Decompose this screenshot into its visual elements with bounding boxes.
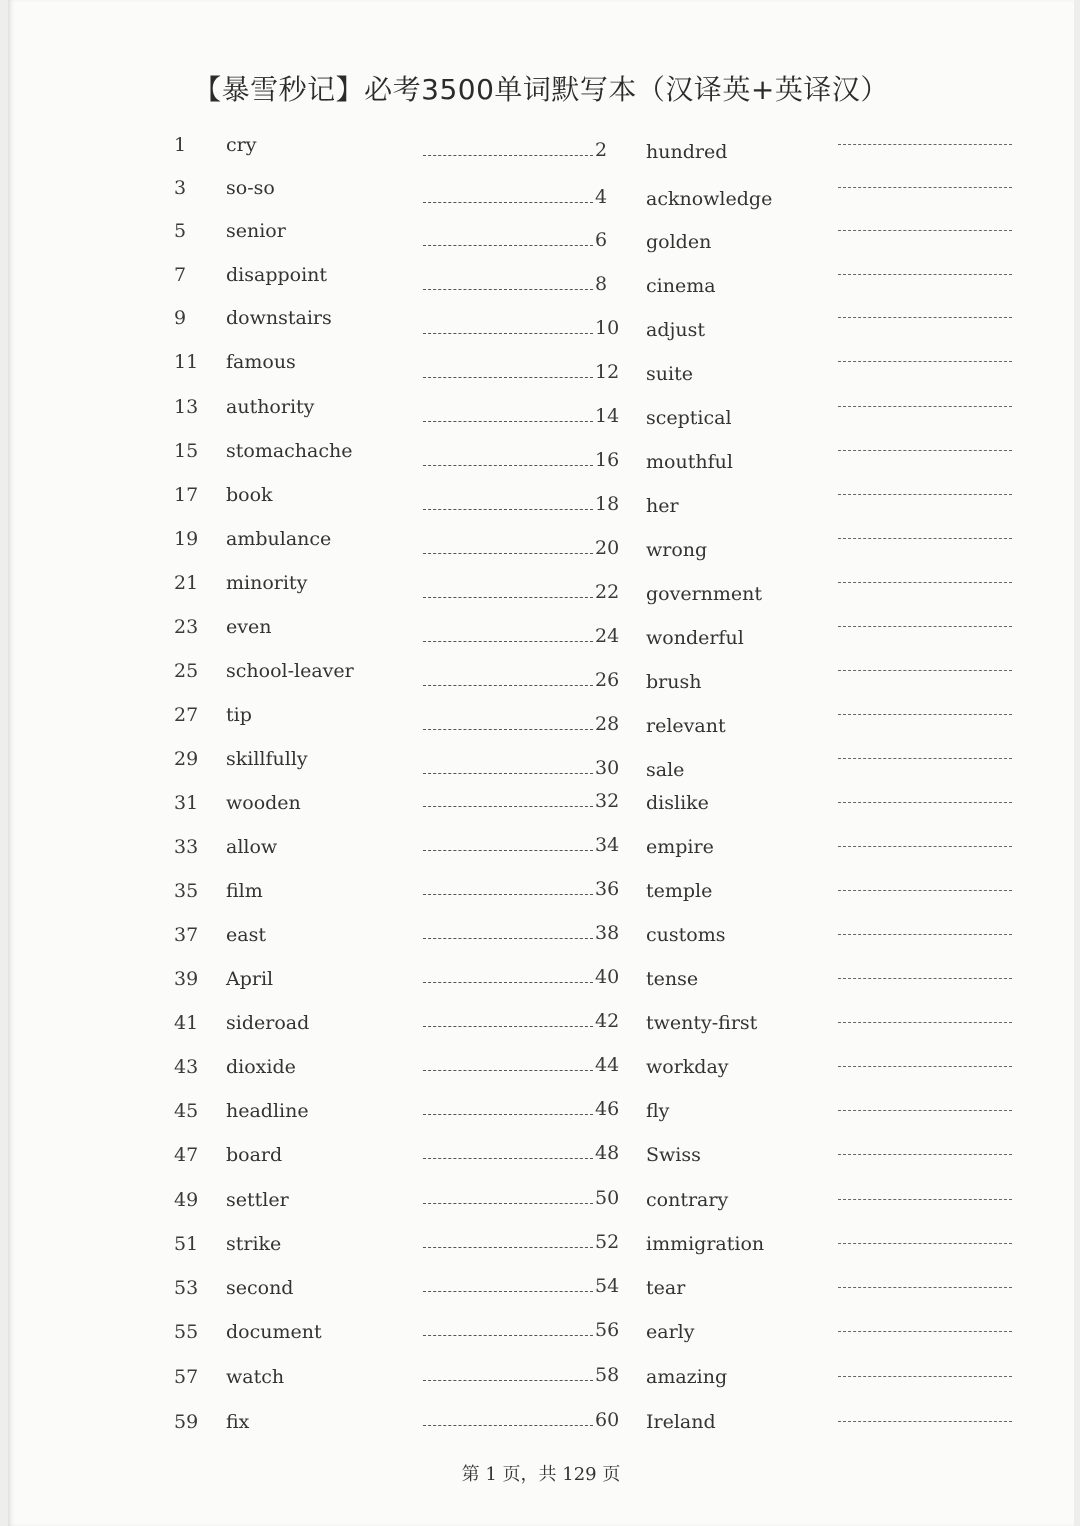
item-word: cry: [226, 134, 257, 156]
item-word: sceptical: [646, 407, 732, 429]
answer-blank[interactable]: [838, 626, 1012, 627]
answer-blank[interactable]: [838, 1421, 1012, 1422]
answer-blank[interactable]: [838, 1154, 1012, 1155]
item-word: workday: [646, 1056, 729, 1078]
item-word: hundred: [646, 141, 728, 163]
answer-blank[interactable]: [838, 361, 1012, 362]
item-number: 22: [595, 581, 620, 603]
item-number: 21: [174, 572, 199, 594]
answer-blank[interactable]: [423, 289, 593, 290]
item-number: 53: [174, 1277, 199, 1299]
item-number: 55: [174, 1321, 199, 1343]
answer-blank[interactable]: [838, 1199, 1012, 1200]
item-number: 35: [174, 880, 199, 902]
item-number: 41: [174, 1012, 199, 1034]
item-word: dioxide: [226, 1056, 296, 1078]
item-number: 42: [595, 1010, 620, 1032]
item-number: 44: [595, 1054, 620, 1076]
answer-blank[interactable]: [423, 597, 593, 598]
answer-blank[interactable]: [423, 938, 593, 939]
item-word: dislike: [646, 792, 709, 814]
item-word: famous: [226, 351, 296, 373]
answer-blank[interactable]: [838, 714, 1012, 715]
answer-blank[interactable]: [423, 982, 593, 983]
item-word: senior: [226, 220, 286, 242]
item-number: 60: [595, 1409, 620, 1431]
answer-blank[interactable]: [838, 1022, 1012, 1023]
item-number: 8: [595, 273, 608, 295]
item-word: settler: [226, 1189, 289, 1211]
answer-blank[interactable]: [423, 1425, 593, 1426]
item-number: 10: [595, 317, 620, 339]
item-number: 49: [174, 1189, 199, 1211]
answer-blank[interactable]: [838, 802, 1012, 803]
answer-blank[interactable]: [423, 245, 593, 246]
item-number: 52: [595, 1231, 620, 1253]
answer-blank[interactable]: [423, 1203, 593, 1204]
item-word: cinema: [646, 275, 716, 297]
item-number: 5: [174, 220, 187, 242]
item-word: Ireland: [646, 1411, 716, 1433]
item-word: fly: [646, 1100, 670, 1122]
item-number: 29: [174, 748, 199, 770]
item-number: 23: [174, 616, 199, 638]
item-number: 1: [174, 134, 187, 156]
item-number: 3: [174, 177, 187, 199]
item-word: government: [646, 583, 763, 605]
item-number: 18: [595, 493, 620, 515]
item-word: her: [646, 495, 679, 517]
answer-blank[interactable]: [423, 1247, 593, 1248]
item-number: 32: [595, 790, 620, 812]
page-title: 【暴雪秒记】必考3500单词默写本（汉译英+英译汉）: [193, 73, 889, 106]
item-number: 54: [595, 1275, 620, 1297]
item-word: ambulance: [226, 528, 332, 550]
item-number: 19: [174, 528, 199, 550]
worksheet-page: [8, 0, 1074, 1526]
item-word: wrong: [646, 539, 708, 561]
page-footer: 第 1 页，共 129 页: [461, 1464, 621, 1485]
item-number: 27: [174, 704, 199, 726]
item-word: contrary: [646, 1189, 729, 1211]
answer-blank[interactable]: [838, 1376, 1012, 1377]
answer-blank[interactable]: [838, 1066, 1012, 1067]
answer-blank[interactable]: [423, 333, 593, 334]
item-word: authority: [226, 396, 315, 418]
item-number: 13: [174, 396, 199, 418]
item-number: 59: [174, 1411, 199, 1433]
answer-blank[interactable]: [838, 450, 1012, 451]
item-number: 48: [595, 1142, 620, 1164]
item-word: tear: [646, 1277, 686, 1299]
item-word: brush: [646, 671, 702, 693]
answer-blank[interactable]: [838, 406, 1012, 407]
answer-blank[interactable]: [423, 465, 593, 466]
item-word: fix: [226, 1411, 250, 1433]
item-number: 20: [595, 537, 620, 559]
answer-blank[interactable]: [838, 274, 1012, 275]
item-number: 28: [595, 713, 620, 735]
answer-blank[interactable]: [423, 1291, 593, 1292]
item-word: adjust: [646, 319, 706, 341]
answer-blank[interactable]: [838, 1110, 1012, 1111]
item-word: empire: [646, 836, 714, 858]
answer-blank[interactable]: [423, 850, 593, 851]
item-word: strike: [226, 1233, 282, 1255]
item-word: sale: [646, 759, 685, 781]
answer-blank[interactable]: [423, 1158, 593, 1159]
item-word: so-so: [226, 177, 275, 199]
answer-blank[interactable]: [838, 187, 1012, 188]
item-word: book: [226, 484, 273, 506]
item-word: even: [226, 616, 272, 638]
item-word: temple: [646, 880, 713, 902]
item-number: 38: [595, 922, 620, 944]
item-number: 6: [595, 229, 608, 251]
answer-blank[interactable]: [423, 729, 593, 730]
item-number: 15: [174, 440, 199, 462]
item-word: tense: [646, 968, 699, 990]
item-word: customs: [646, 924, 726, 946]
answer-blank[interactable]: [838, 846, 1012, 847]
answer-blank[interactable]: [838, 890, 1012, 891]
answer-blank[interactable]: [423, 894, 593, 895]
item-number: 37: [174, 924, 199, 946]
item-word: Swiss: [646, 1144, 701, 1166]
answer-blank[interactable]: [838, 538, 1012, 539]
item-word: stomachache: [226, 440, 353, 462]
item-number: 26: [595, 669, 620, 691]
answer-blank[interactable]: [838, 1287, 1012, 1288]
item-word: acknowledge: [646, 188, 773, 210]
item-number: 45: [174, 1100, 199, 1122]
answer-blank[interactable]: [838, 494, 1012, 495]
item-word: watch: [226, 1366, 285, 1388]
answer-blank[interactable]: [423, 155, 593, 156]
item-word: skillfully: [226, 748, 308, 770]
item-number: 40: [595, 966, 620, 988]
item-number: 16: [595, 449, 620, 471]
item-word: film: [226, 880, 263, 902]
item-number: 2: [595, 139, 608, 161]
answer-blank[interactable]: [423, 553, 593, 554]
item-number: 57: [174, 1366, 199, 1388]
item-word: golden: [646, 231, 712, 253]
item-number: 36: [595, 878, 620, 900]
item-number: 7: [174, 264, 187, 286]
word-list: [8, 0, 1074, 1526]
answer-blank[interactable]: [838, 934, 1012, 935]
item-number: 46: [595, 1098, 620, 1120]
item-number: 4: [595, 186, 608, 208]
item-word: wooden: [226, 792, 301, 814]
item-word: second: [226, 1277, 294, 1299]
item-number: 50: [595, 1187, 620, 1209]
item-number: 9: [174, 307, 187, 329]
answer-blank[interactable]: [838, 670, 1012, 671]
item-word: minority: [226, 572, 308, 594]
item-word: April: [226, 968, 274, 990]
answer-blank[interactable]: [423, 377, 593, 378]
item-word: immigration: [646, 1233, 765, 1255]
answer-blank[interactable]: [838, 230, 1012, 231]
answer-blank[interactable]: [838, 1243, 1012, 1244]
answer-blank[interactable]: [838, 758, 1012, 759]
item-number: 30: [595, 757, 620, 779]
item-word: relevant: [646, 715, 726, 737]
item-number: 33: [174, 836, 199, 858]
item-word: amazing: [646, 1366, 728, 1388]
answer-blank[interactable]: [838, 144, 1012, 145]
item-number: 14: [595, 405, 620, 427]
item-number: 17: [174, 484, 199, 506]
item-word: disappoint: [226, 264, 328, 286]
item-word: document: [226, 1321, 322, 1343]
item-word: wonderful: [646, 627, 744, 649]
item-number: 39: [174, 968, 199, 990]
item-number: 24: [595, 625, 620, 647]
item-number: 47: [174, 1144, 199, 1166]
answer-blank[interactable]: [423, 806, 593, 807]
answer-blank[interactable]: [423, 685, 593, 686]
answer-blank[interactable]: [423, 1026, 593, 1027]
item-word: east: [226, 924, 266, 946]
item-number: 43: [174, 1056, 199, 1078]
item-word: board: [226, 1144, 283, 1166]
answer-blank[interactable]: [838, 317, 1012, 318]
item-word: school-leaver: [226, 660, 354, 682]
item-word: early: [646, 1321, 695, 1343]
answer-blank[interactable]: [838, 978, 1012, 979]
item-word: sideroad: [226, 1012, 310, 1034]
item-word: suite: [646, 363, 693, 385]
answer-blank[interactable]: [423, 421, 593, 422]
answer-blank[interactable]: [423, 1335, 593, 1336]
answer-blank[interactable]: [423, 1380, 593, 1381]
answer-blank[interactable]: [423, 509, 593, 510]
item-word: downstairs: [226, 307, 332, 329]
answer-blank[interactable]: [423, 641, 593, 642]
item-word: headline: [226, 1100, 309, 1122]
item-number: 51: [174, 1233, 199, 1255]
answer-blank[interactable]: [423, 773, 593, 774]
answer-blank[interactable]: [838, 582, 1012, 583]
item-number: 11: [174, 351, 199, 373]
item-word: mouthful: [646, 451, 733, 473]
answer-blank[interactable]: [423, 1114, 593, 1115]
item-number: 58: [595, 1364, 620, 1386]
item-number: 56: [595, 1319, 620, 1341]
answer-blank[interactable]: [423, 1070, 593, 1071]
item-number: 12: [595, 361, 620, 383]
item-number: 34: [595, 834, 620, 856]
answer-blank[interactable]: [423, 202, 593, 203]
item-number: 31: [174, 792, 199, 814]
item-number: 25: [174, 660, 199, 682]
answer-blank[interactable]: [838, 1331, 1012, 1332]
item-word: twenty-first: [646, 1012, 758, 1034]
item-word: allow: [226, 836, 278, 858]
item-word: tip: [226, 704, 252, 726]
